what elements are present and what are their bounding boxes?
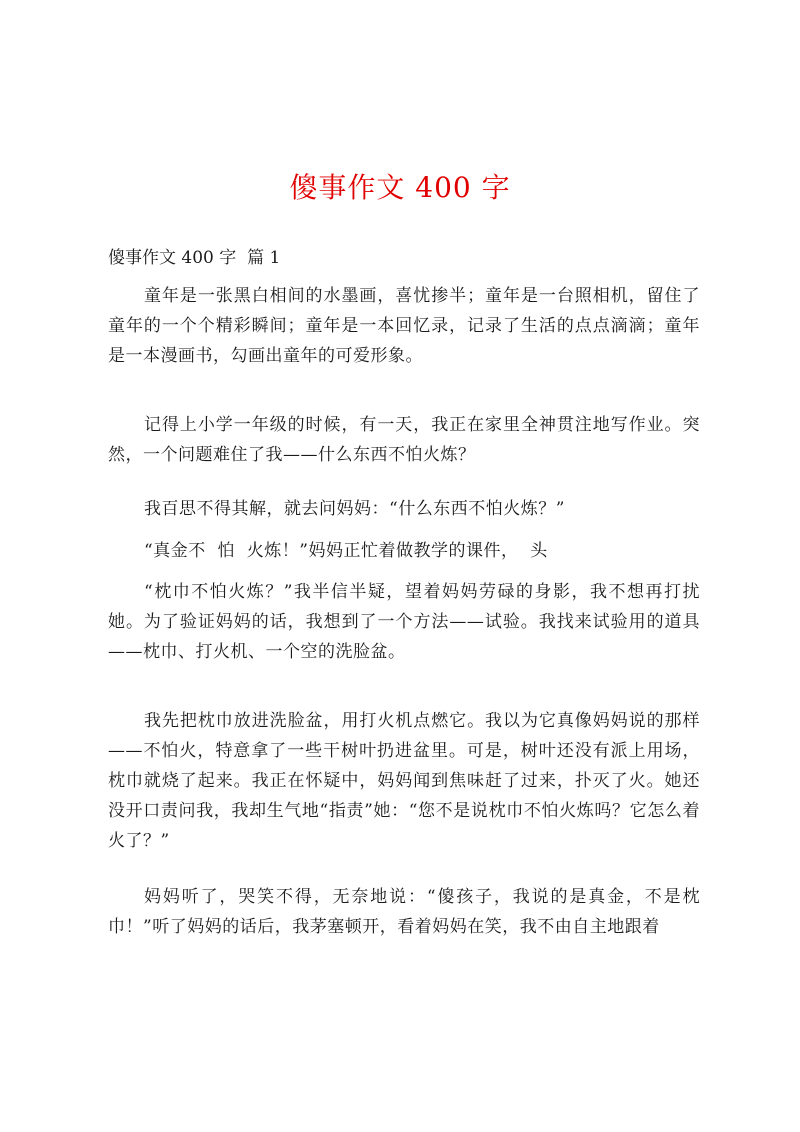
section-heading: 傻事作文 400 字 篇 1 [108, 248, 281, 268]
paragraph-1: 童年是一张黑白相间的水墨画，喜忧掺半；童年是一台照相机，留住了童年的一个个精彩瞬间；童年是一本回忆录，记录了生活的点点滴滴；童年是一本漫画书，勾画出童年的可爱形象。 [108, 286, 700, 366]
paragraph-5: “枕巾不怕火炼？”我半信半疑，望着妈妈劳碌的身影，我不想再打扰她。为了验证妈妈的话，我想到了一个方法——试验。我找来试验用的道具——枕巾、打火机、一个空的洗脸盆。 [108, 582, 700, 662]
paragraph-6: 我先把枕巾放进洗脸盆，用打火机点燃它。我以为它真像妈妈说的那样——不怕火，特意拿了一些干树叶扔进盆里。可是，树叶还没有派上用场，枕巾就烧了起来。我正在怀疑中，妈妈闻到焦味赶了过来，扑灭了火。她还没开口责问我，我却生气地“指责”她：“您不是说枕巾不怕火炼吗？它怎么着火了？” [108, 711, 700, 851]
paragraph-7: 妈妈听了，哭笑不得，无奈地说：“傻孩子，我说的是真金，不是枕巾！”听了妈妈的话后，我茅塞顿开，看着妈妈在笑，我不由自主地跟着 [108, 887, 700, 937]
document-title: 傻事作文 400 字 [289, 171, 511, 204]
paragraph-3: 我百思不得其解，就去问妈妈：“什么东西不怕火炼？” [144, 499, 565, 519]
paragraph-2: 记得上小学一年级的时候，有一天，我正在家里全神贯注地写作业。突然，一个问题难住了我——什么东西不怕火炼？ [108, 415, 700, 465]
paragraph-4: “真金不 怕 火炼！”妈妈正忙着做教学的课件， 头 [144, 541, 548, 561]
